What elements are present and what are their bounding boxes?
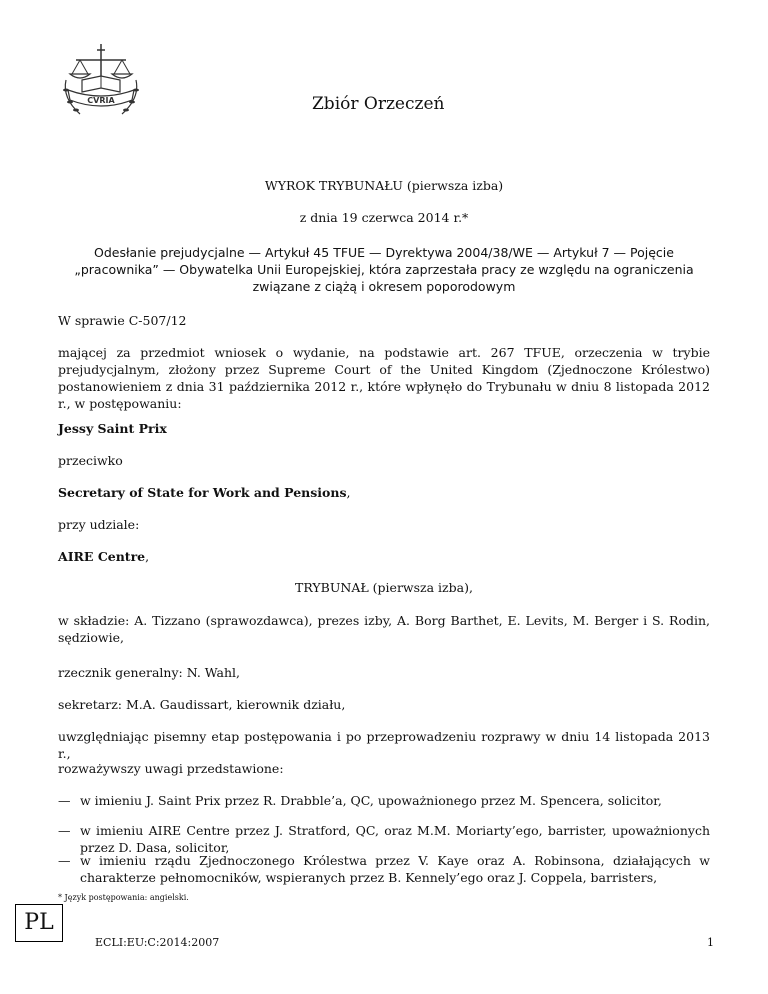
observation-item [58, 852, 710, 886]
collection-title: Zbiór Orzeczeń [312, 94, 445, 114]
observation-text: w imieniu J. Saint Prix przez R. Drabble’a, QC, upoważnionego przez M. Spencera, solicitor, [80, 793, 662, 808]
composition: w składzie: A. Tizzano (sprawozdawca), prezes izby, A. Borg Barthet, E. Levits, M. Berger i S. Rodin, sędziowie, [58, 613, 710, 645]
intervener-name: AIRE Centre [58, 549, 146, 564]
observation-text: w imieniu AIRE Centre przez J. Stratford, QC, oraz M.M. Moriarty’ego, barrister, upoważnionych przez D. Dasa, solicitor, [80, 823, 710, 855]
page-number: 1 [707, 936, 714, 949]
ecli-identifier: ECLI:EU:C:2014:2007 [95, 936, 220, 949]
judgment-date: z dnia 19 czerwca 2014 r.* [299, 210, 469, 225]
footnote: * Język postępowania: angielski. [58, 893, 189, 902]
versus-label: przeciwko [58, 453, 123, 468]
case-number: W sprawie C-507/12 [58, 313, 187, 328]
observation-item [58, 822, 710, 856]
dash-marker: — [58, 853, 71, 868]
curia-logo [58, 40, 144, 120]
judgment-title: WYROK TRYBUNAŁU (pierwsza izba) [264, 178, 504, 193]
party-defendant [58, 484, 710, 501]
party-applicant: Jessy Saint Prix [58, 421, 167, 436]
dash-marker: — [58, 823, 71, 838]
observation-text: w imieniu rządu Zjednoczonego Królestwa przez V. Kaye oraz A. Robinsona, działających w charakterze pełnomocników, wspieranych przez B. Kennely’ego oraz J. Coppela, barristers, [80, 853, 710, 885]
advocate-general: rzecznik generalny: N. Wahl, [58, 665, 241, 680]
participation-label: przy udziale: [58, 517, 140, 532]
observations-intro: rozważywszy uwagi przedstawione: [58, 761, 284, 776]
registrar: sekretarz: M.A. Gaudissart, kierownik działu, [58, 697, 346, 712]
intervener [58, 548, 710, 565]
party-defendant-name: Secretary of State for Work and Pensions [58, 485, 347, 500]
court-heading: TRYBUNAŁ (pierwsza izba), [295, 580, 473, 595]
dash-marker: — [58, 793, 71, 808]
reference-text: mającej za przedmiot wniosek o wydanie, na podstawie art. 267 TFUE, orzeczenia w trybie prejudycjalnym, złożony przez Supreme Court of the United Kingdom (Zjednoczone Królestwo) postanowieniem z dnia 31 października 2012 r., które wpłynęło do Trybunału w dniu 8 listopada 2012 r., w postępowaniu: [58, 345, 710, 411]
procedure: uwzględniając pisemny etap postępowania i po przeprowadzeniu rozprawy w dniu 14 listopada 2013 r., [58, 729, 710, 761]
case-summary: Odesłanie prejudycjalne — Artykuł 45 TFUE — Dyrektywa 2004/38/WE — Artykuł 7 — Pojęcie „pracownika” — Obywatelka Unii Europejskiej, która zaprzestała pracy ze względu na ograniczenia związane z ciążą i okresem poporodowym [74, 245, 694, 294]
intervener-suffix: , [145, 549, 150, 564]
logo-text: CVRIA [87, 96, 115, 105]
party-defendant-suffix: , [346, 485, 351, 500]
language-box: PL [15, 904, 63, 942]
observation-item [58, 792, 710, 809]
